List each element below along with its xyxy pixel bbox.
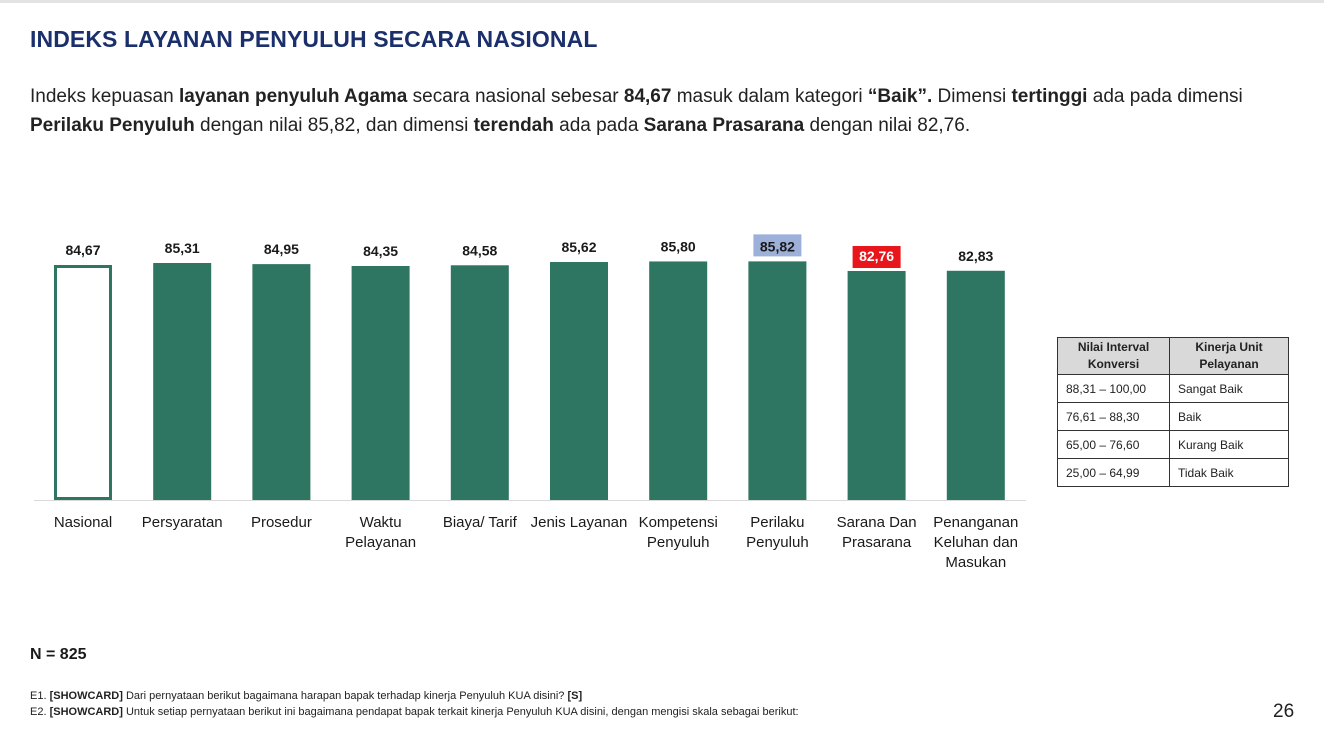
legend-header-interval <box>1058 338 1170 375</box>
intro-text: ada pada <box>553 115 644 136</box>
legend-header-text: Kinerja Unit <box>1195 340 1263 354</box>
x-tick-label: Biaya/ Tarif <box>442 514 517 531</box>
legend-header-row <box>1058 338 1289 375</box>
bar <box>947 271 1005 500</box>
footnote-e2 <box>30 706 799 718</box>
x-tick-label: Prasarana <box>841 534 912 551</box>
x-tick-label: Jenis Layanan <box>530 514 628 531</box>
intro-bold: Perilaku Penyuluh <box>30 115 195 136</box>
legend-interval: 65,00 – 76,60 <box>1058 431 1170 459</box>
footnote-text: Dari pernyataan berikut bagaimana harapan bapak terhadap kinerja Penyuluh KUA disini? <box>122 690 568 702</box>
legend-row <box>1058 459 1289 487</box>
legend-row <box>1058 431 1289 459</box>
bar-value-label: 82,76 <box>859 247 895 264</box>
legend-interval: 25,00 – 64,99 <box>1058 459 1170 487</box>
bar <box>252 264 310 500</box>
intro-text: ada pada dimensi <box>1087 86 1243 107</box>
intro-text: dengan nilai 85,82, dan dimensi <box>194 115 474 136</box>
intro-bold: Sarana Prasarana <box>643 115 805 136</box>
bar <box>649 261 707 500</box>
legend-category: Kurang Baik <box>1170 431 1289 459</box>
intro-bold: terendah <box>473 115 554 136</box>
legend-header-text: Pelayanan <box>1199 357 1259 371</box>
bar <box>748 261 806 500</box>
footnote-prefix: E1. <box>30 690 50 702</box>
legend-category: Baik <box>1170 403 1289 431</box>
page-title: INDEKS LAYANAN PENYULUH SECARA NASIONAL <box>30 26 598 52</box>
bar-value-label: 84,95 <box>263 241 299 258</box>
x-tick-label: Prosedur <box>250 514 312 531</box>
intro-bold: “Baik”. <box>867 86 933 107</box>
bar-value-label: 85,31 <box>164 239 200 256</box>
intro-bold: layanan penyuluh Agama <box>178 86 408 107</box>
footnote-e1 <box>30 690 582 702</box>
sample-size: N = 825 <box>30 646 87 663</box>
bar-value-label: 85,82 <box>759 238 795 255</box>
footnote-prefix: E2. <box>30 706 50 718</box>
bar-value-label: 85,80 <box>660 238 696 255</box>
bar-national <box>56 267 111 499</box>
footnote-text: Untuk setiap pernyataan berikut ini bagaimana pendapat bapak terkait kinerja Penyuluh KUA disini, dengan mengisi skala sebagai berikut: <box>122 706 799 718</box>
intro-text: secara nasional sebesar <box>407 86 624 107</box>
x-tick-label: Pelayanan <box>345 534 417 551</box>
bar <box>550 262 608 500</box>
legend-row <box>1058 375 1289 403</box>
x-tick-label: Waktu <box>359 514 402 531</box>
legend-interval: 88,31 – 100,00 <box>1058 375 1170 403</box>
bar <box>848 271 906 500</box>
bar-value-label: 85,62 <box>561 239 597 256</box>
footnote-suffix: [S] <box>567 690 583 702</box>
footnote-tag: [SHOWCARD] <box>49 706 123 718</box>
page-number: 26 <box>1273 701 1295 722</box>
x-tick-label: Penyuluh <box>746 534 809 551</box>
intro-text: dengan nilai 82,76. <box>804 115 971 136</box>
x-tick-label: Nasional <box>53 514 113 531</box>
x-tick-label: Keluhan dan <box>933 534 1018 551</box>
footnote-tag: [SHOWCARD] <box>49 690 123 702</box>
legend-header-performance <box>1170 338 1289 375</box>
x-tick-label: Penanganan <box>933 514 1019 531</box>
bar <box>352 266 410 500</box>
x-tick-label: Sarana Dan <box>836 514 917 531</box>
bar <box>451 265 509 500</box>
bar-value-label: 82,83 <box>958 247 994 264</box>
legend-category: Tidak Baik <box>1170 459 1289 487</box>
bar-value-label: 84,67 <box>65 242 101 258</box>
intro-bold: 84,67 <box>623 86 672 107</box>
legend-category: Sangat Baik <box>1170 375 1289 403</box>
intro-text: Dimensi <box>932 86 1012 107</box>
legend-row <box>1058 403 1289 431</box>
intro-bold: tertinggi <box>1011 86 1088 107</box>
x-tick-label: Penyuluh <box>646 534 710 551</box>
bar-value-label: 84,58 <box>462 242 498 259</box>
intro-text: Indeks kepuasan <box>30 86 179 107</box>
bar <box>153 263 211 500</box>
intro-text: masuk dalam kategori <box>671 86 868 107</box>
legend-interval: 76,61 – 88,30 <box>1058 403 1170 431</box>
x-tick-label: Masukan <box>945 554 1007 571</box>
legend-header-text: Konversi <box>1087 357 1140 371</box>
legend-header-text: Nilai Interval <box>1077 340 1150 354</box>
x-tick-label: Perilaku <box>750 514 805 531</box>
x-tick-label: Kompetensi <box>638 514 718 531</box>
bar-value-label: 84,35 <box>363 243 399 260</box>
conversion-legend-table <box>1057 337 1289 487</box>
x-tick-label: Persyaratan <box>141 514 223 531</box>
